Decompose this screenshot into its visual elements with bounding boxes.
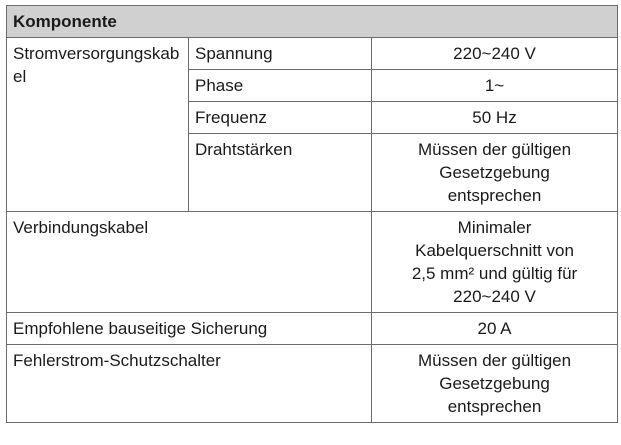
value-line: Gesetzgebung (439, 163, 550, 182)
param-phase: Phase (189, 70, 372, 102)
param-wire-gauge: Drahtstärken (189, 134, 372, 212)
value-frequency (372, 102, 618, 134)
value-phase (372, 70, 618, 102)
component-spec-table (6, 5, 618, 423)
value-rcd (372, 345, 618, 423)
value-line: Müssen der gültigen (417, 140, 572, 159)
value-line: Kabelquerschnitt von (415, 241, 574, 260)
table-header-cell: Komponente (7, 6, 618, 38)
value-line: 50 Hz (472, 108, 517, 127)
value-fuse (372, 313, 618, 345)
table-header-row (7, 6, 618, 38)
value-wire-gauge (372, 134, 618, 212)
fuse-label: Empfohlene bauseitige Sicherung (7, 313, 372, 345)
value-line: 2,5 mm² und gültig für (411, 264, 578, 283)
table-row (7, 345, 618, 423)
power-cable-label: Stromversorgungskabel (7, 38, 189, 212)
value-line: 220~240 V (453, 287, 536, 306)
param-voltage: Spannung (189, 38, 372, 70)
value-line: entsprechen (447, 397, 542, 416)
value-connection-cable (372, 212, 618, 313)
value-line: 20 A (477, 319, 512, 338)
value-line: Müssen der gültigen (417, 351, 572, 370)
table-row (7, 313, 618, 345)
value-line: entsprechen (447, 186, 542, 205)
table-row (7, 38, 618, 70)
value-line: Minimaler (457, 218, 532, 237)
connection-cable-label: Verbindungskabel (7, 212, 372, 313)
param-frequency: Frequenz (189, 102, 372, 134)
table-row (7, 212, 618, 313)
value-line: 220~240 V (453, 44, 536, 63)
value-voltage (372, 38, 618, 70)
rcd-label: Fehlerstrom-Schutzschalter (7, 345, 372, 423)
value-line: Gesetzgebung (439, 374, 550, 393)
value-line: 1~ (484, 76, 505, 95)
